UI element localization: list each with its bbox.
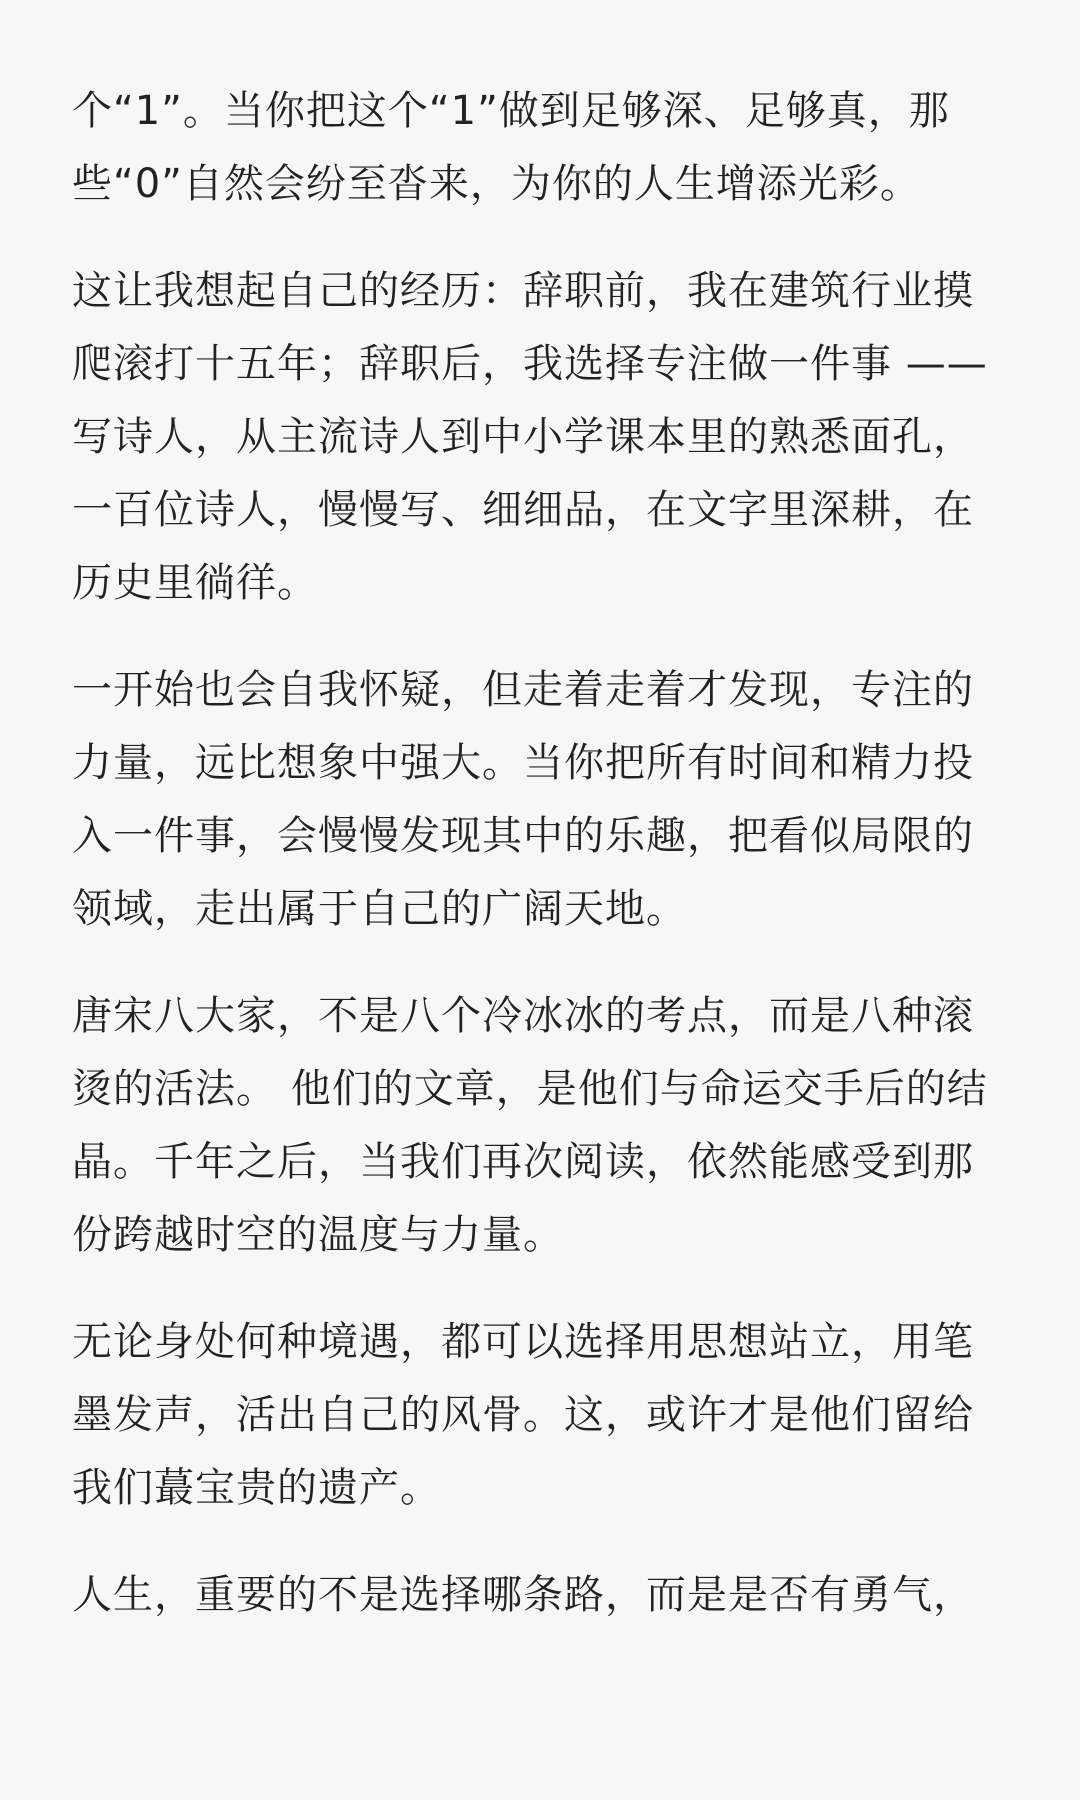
paragraph-1: 个“1”。当你把这个“1”做到足够深、足够真，那些“0”自然会纷至沓来，为你的人生增添光彩。: [72, 88, 950, 207]
paragraph-6: 人生，重要的不是选择哪条路，而是是否有勇气，: [72, 1572, 974, 1618]
paragraph-5: 无论身处何种境遇，都可以选择用思想站立，用笔墨发声，活出自己的风骨。这，或许才是他们留给我们蕞宝贵的遗产。: [72, 1319, 974, 1511]
paragraph-2: 这让我想起自己的经历：辞职前，我在建筑行业摸爬滚打十五年；辞职后，我选择专注做一件事 —— 写诗人，从主流诗人到中小学课本里的熟悉面孔，一百位诗人，慢慢写、细细品，在文字里深耕，在历史里徜徉。: [72, 268, 988, 606]
paragraph-4: 唐宋八大家，不是八个冷冰冰的考点，而是八种滚烫的活法。 他们的文章，是他们与命运交手后的结晶。千年之后，当我们再次阅读，依然能感受到那份跨越时空的温度与力量。: [72, 993, 988, 1258]
paragraph-3: 一开始也会自我怀疑，但走着走着才发现，专注的力量，远比想象中强大。当你把所有时间和精力投入一件事，会慢慢发现其中的乐趣，把看似局限的领域，走出属于自己的广阔天地。: [72, 667, 974, 932]
